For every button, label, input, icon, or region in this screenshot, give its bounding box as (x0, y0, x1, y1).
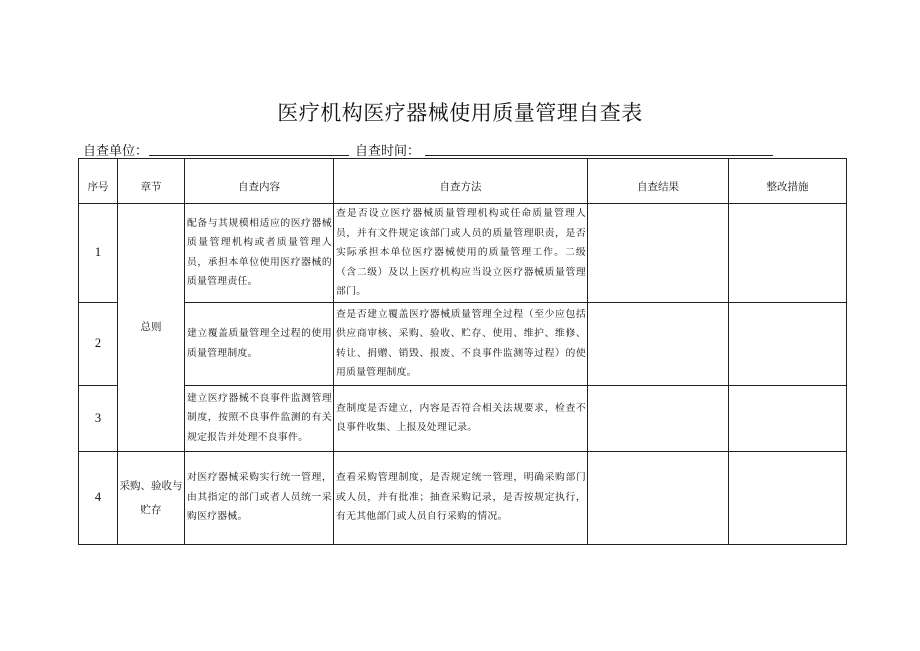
time-label: 自查时间： (355, 144, 421, 159)
method-cell: 查看采购管理制度，是否规定统一管理，明确采购部门或人员，并有批准；抽查采购记录，是否按规定执行，有无其他部门或人员自行采购的情况。 (334, 451, 588, 544)
measure-cell[interactable] (729, 302, 847, 385)
unit-label: 自查单位： (83, 144, 149, 159)
content-cell: 对医疗器械采购实行统一管理，由其指定的部门或者人员统一采购医疗器械。 (185, 451, 334, 544)
row-number: 1 (79, 204, 118, 303)
page-title: 医疗机构医疗器械使用质量管理自查表 (277, 101, 643, 125)
measure-cell[interactable] (729, 385, 847, 451)
unit-blank-line[interactable] (149, 155, 349, 156)
row-number: 4 (79, 451, 118, 544)
section-cell: 采购、验收与贮存 (118, 451, 185, 544)
row-number: 3 (79, 385, 118, 451)
header-result: 自查结果 (588, 159, 729, 204)
header-measure: 整改措施 (729, 159, 847, 204)
result-cell[interactable] (588, 385, 729, 451)
table-header-row (79, 159, 847, 204)
table-row (79, 451, 847, 544)
method-cell: 查制度是否建立，内容是否符合相关法规要求，检查不良事件收集、上报及处理记录。 (334, 385, 588, 451)
time-blank-line[interactable] (425, 155, 773, 156)
result-cell[interactable] (588, 302, 729, 385)
content-cell: 建立覆盖质量管理全过程的使用质量管理制度。 (185, 302, 334, 385)
section-cell: 总则 (118, 204, 185, 452)
measure-cell[interactable] (729, 451, 847, 544)
table-row (79, 302, 847, 385)
result-cell[interactable] (588, 451, 729, 544)
header-method: 自查方法 (334, 159, 588, 204)
header-content: 自查内容 (185, 159, 334, 204)
content-cell: 建立医疗器械不良事件监测管理制度，按照不良事件监测的有关规定报告并处理不良事件。 (185, 385, 334, 451)
method-cell: 查是否设立医疗器械质量管理机构或任命质量管理人员，并有文件规定该部门或人员的质量管理职责，是否实际承担本单位医疗器械使用的质量管理工作。二级（含二级）及以上医疗机构应当设立医疗器械质量管理部门。 (334, 204, 588, 303)
header-section: 章节 (118, 159, 185, 204)
result-cell[interactable] (588, 204, 729, 303)
content-cell: 配备与其规模相适应的医疗器械质量管理机构或者质量管理人员，承担本单位使用医疗器械的质量管理责任。 (185, 204, 334, 303)
self-check-table (78, 158, 847, 545)
row-number: 2 (79, 302, 118, 385)
measure-cell[interactable] (729, 204, 847, 303)
table-row (79, 385, 847, 451)
table-row (79, 204, 847, 303)
method-cell: 查是否建立覆盖医疗器械质量管理全过程（至少应包括供应商审核、采购、验收、贮存、使用、维护、维修、转让、捐赠、销毁、报废、不良事件监测等过程）的使用质量管理制度。 (334, 302, 588, 385)
header-num: 序号 (79, 159, 118, 204)
